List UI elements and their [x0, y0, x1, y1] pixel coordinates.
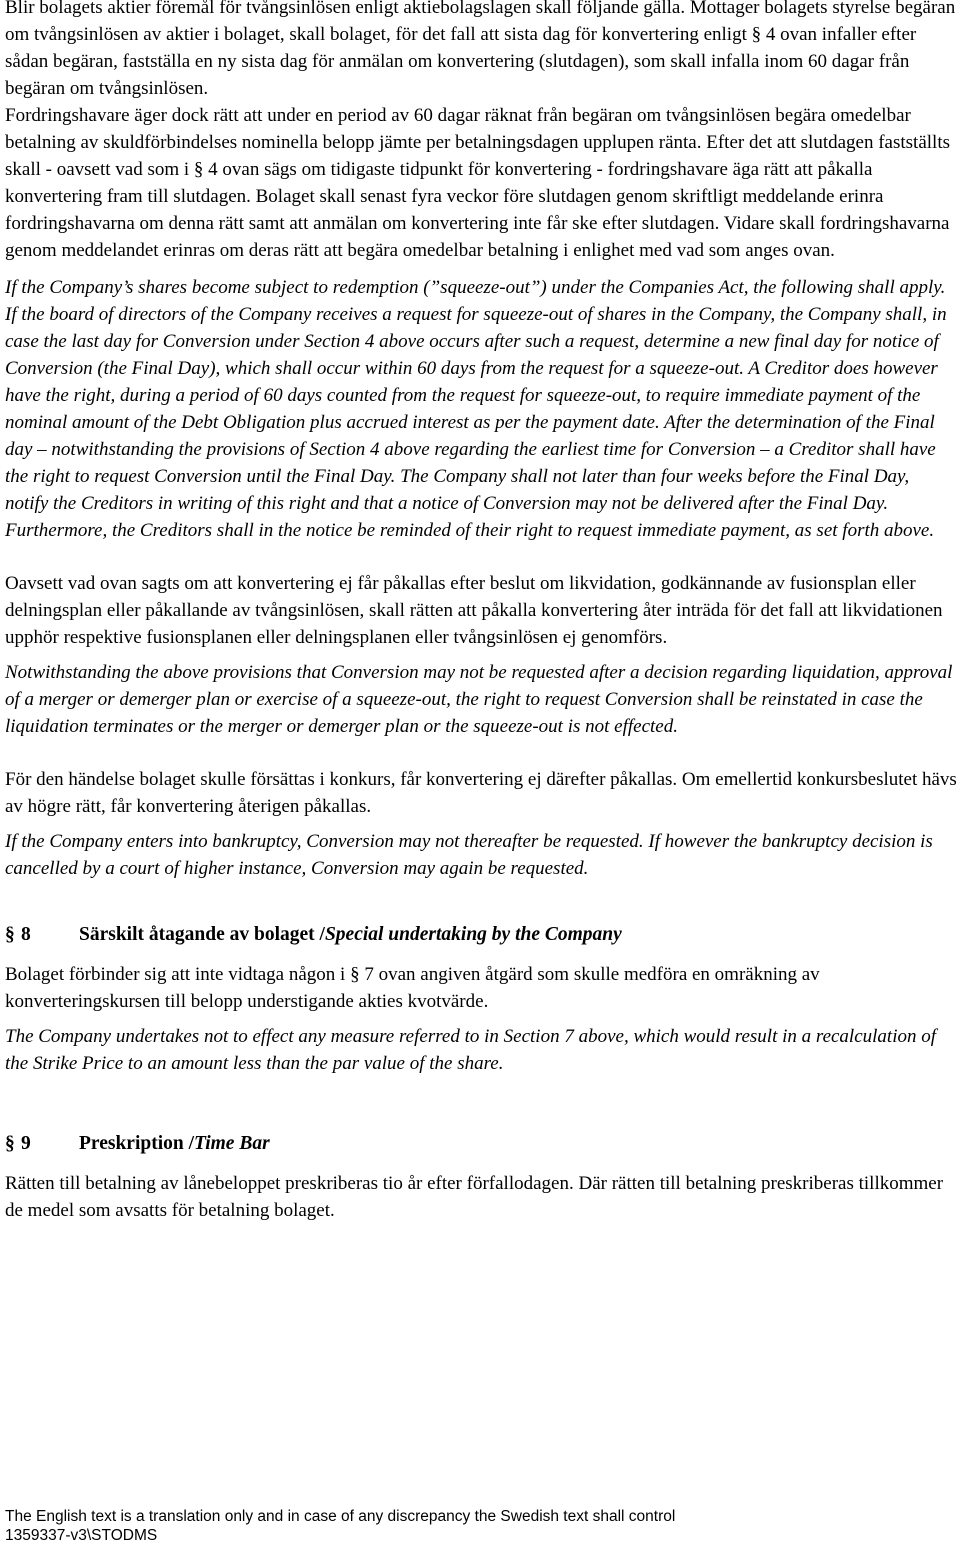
bankruptcy-paragraph-sv: För den händelse bolaget skulle försättas i konkurs, får konvertering ej därefter påkallas. Om emellertid konkursbeslutet hävs av högre rätt, får konvertering återigen påkallas.: [5, 769, 957, 817]
section-number: 9: [21, 1133, 31, 1154]
section-8-body-sv: Bolaget förbinder sig att inte vidtaga någon i § 7 ovan angiven åtgärd som skulle medföra en omräkning av konverteringskursen till belopp understigande akties kvotvärde.: [5, 964, 820, 1012]
section-title-sv: Särskilt åtagande av bolaget /: [79, 924, 325, 945]
squeeze-out-paragraph-sv: Blir bolagets aktier föremål för tvångsinlösen enligt aktiebolagslagen skall följande gälla. Mottager bolagets styrelse begäran om tvångsinlösen av aktier i bolaget, skall bolaget, för det fall att sista dag för konvertering enligt § 4 ovan infaller efter sådan begäran, fastställa en ny sista dag för anmälan om konvertering (slutdagen), som skall infalla inom 60 dagar från begäran om tvångsinlösen.: [5, 0, 956, 99]
section-symbol: §: [350, 964, 360, 985]
section-symbol: §: [5, 924, 15, 945]
section-number: 8: [21, 924, 31, 945]
liquidation-paragraph-en: Notwithstanding the above provisions that Conversion may not be requested after a decision regarding liquidation, approval of a merger or demerger plan or exercise of a squeeze-out, the right to request Conversion shall be reinstated in case the liquidation terminates or the merger or demerger plan or the squeeze-out is not effected.: [5, 662, 953, 737]
section-8-body-en: The Company undertakes not to effect any measure referred to in Section 7 above, which would result in a recalculation of the Strike Price to an amount less than the par value of the share.: [5, 1026, 937, 1074]
translation-disclaimer: The English text is a translation only and in case of any discrepancy the Swedish text shall control: [5, 1508, 676, 1525]
section-symbol: §: [751, 24, 762, 45]
creditor-rights-paragraph-sv: Fordringshavare äger dock rätt att under en period av 60 dagar räknat från begäran om tvångsinlösen begära omedelbar betalning av skuldförbindelses nominella belopp jämte per betalningsdagen upplupen ränta. Efter det att slutdagen fastställts skall - oavsett vad som i § 4 ovan sägs om tidigaste tidpunkt för konvertering - fordringshavare äga rätt att påkalla konvertering fram till slutdagen. Bolaget skall senast fyra veckor före slutdagen genom skriftligt meddelande erinra fordringshavarna om denna rätt samt att anmälan om konvertering inte får ske efter slutdagen. Vidare skall fordringshavarna genom meddelandet erinras om deras rätt att begära omedelbar betalning i enlighet med vad som anges ovan.: [5, 105, 950, 261]
section-8-heading: [5, 921, 957, 948]
section-title-en: Special undertaking by the Company: [324, 924, 622, 945]
squeeze-out-paragraph-en: If the Company’s shares become subject to redemption (”squeeze-out”) under the Companies Act, the following shall apply. If the board of directors of the Company receives a request for squeeze-out of shares in the Company, the Company shall, in case the last day for Conversion under Section 4 above occurs after such a request, determine a new final day for notice of Conversion (the Final Day), which shall occur within 60 days from the request for a squeeze-out. A Creditor does however have the right, during a period of 60 days counted from the request for squeeze-out, to require immediate payment of the nominal amount of the Debt Obligation plus accrued interest as per the payment date. After the determination of the Final day – notwithstanding the provisions of Section 4 above regarding the earliest time for Conversion – a Creditor shall have the right to request Conversion until the Final Day. The Company shall not later than four weeks before the Final Day, notify the Creditors in writing of this right and that a notice of Conversion may not be delivered after the Final Day. Furthermore, the Creditors shall in the notice be reminded of their right to request immediate payment, as set forth above.: [5, 277, 947, 541]
document-page: [5, 0, 957, 1224]
section-title-en: Time Bar: [194, 1133, 270, 1154]
section-title-sv: Preskription /: [79, 1133, 195, 1154]
document-id: 1359337-v3\STODMS: [5, 1527, 158, 1544]
liquidation-paragraph-sv: Oavsett vad ovan sagts om att konvertering ej får påkallas efter beslut om likvidation, godkännande av fusionsplan eller delningsplan eller påkallande av tvångsinlösen, skall rätten att påkalla konvertering åter inträda för det fall att likvidationen upphör respektive fusionsplanen eller delningsplanen eller tvångsinlösen ej genomförs.: [5, 573, 943, 648]
section-symbol: §: [5, 1133, 15, 1154]
section-9-heading: [5, 1130, 957, 1157]
page-footer: [5, 1507, 675, 1545]
section-symbol: §: [193, 159, 204, 180]
bankruptcy-paragraph-en: If the Company enters into bankruptcy, Conversion may not thereafter be requested. If however the bankruptcy decision is cancelled by a court of higher instance, Conversion may again be requested.: [5, 831, 933, 879]
section-9-body-sv: Rätten till betalning av lånebeloppet preskriberas tio år efter förfallodagen. Där rätten till betalning preskriberas tillkommer de medel som avsatts för betalning bolaget.: [5, 1173, 944, 1221]
